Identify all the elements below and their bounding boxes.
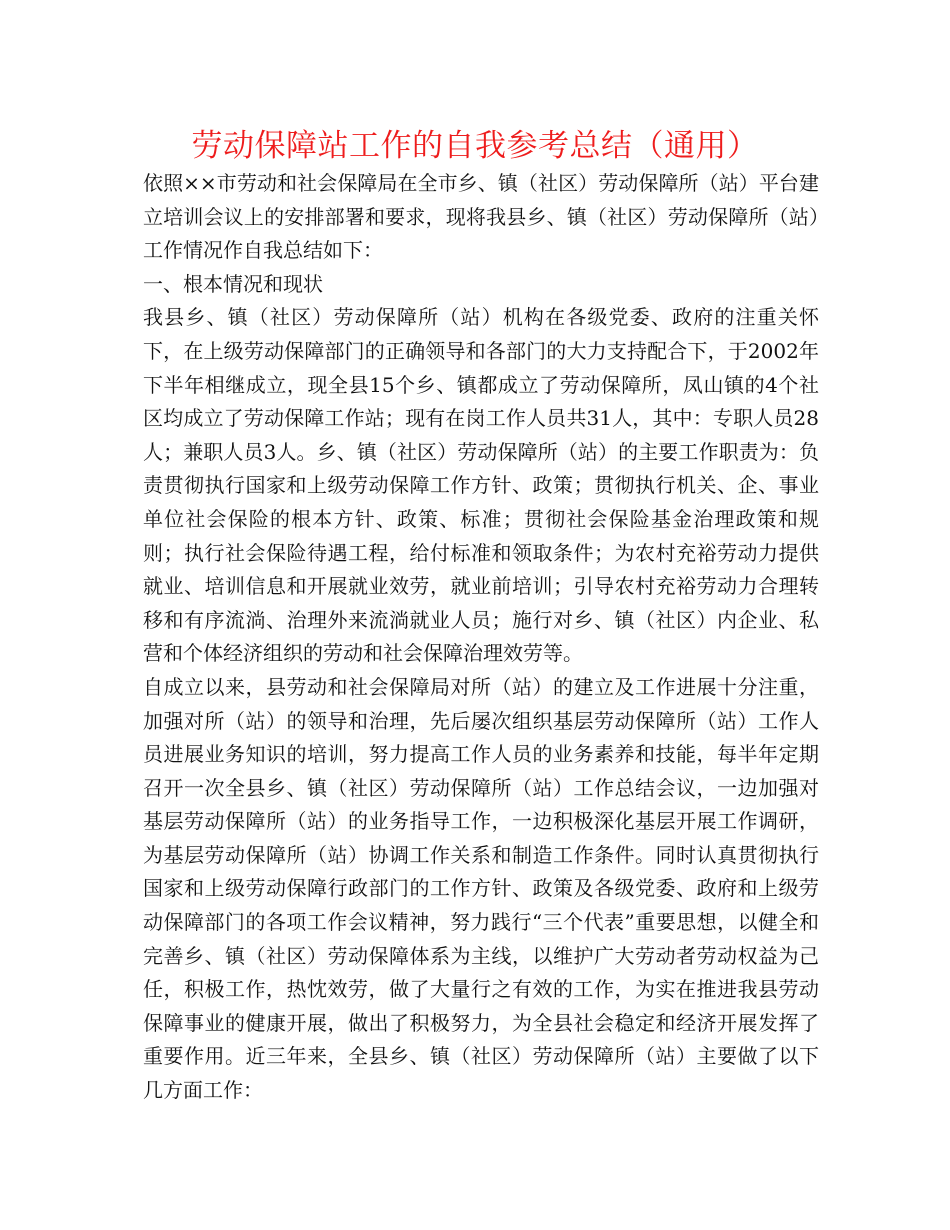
body-paragraph: 自成立以来，县劳动和社会保障局对所（站）的建立及工作进展十分注重，加强对所（站）的领导和治理，先后屡次组织基层劳动保障所（站）工作人员进展业务知识的培训，努力提高工作人员的业务素养和技能，每半年定期召开一次全县乡、镇（社区）劳动保障所（站）工作总结会议，一边加强对基层劳动保障所（站）的业务指导工作，一边积极深化基层开展工作调研，为基层劳动保障所（站）协调工作关系和制造工作条件。同时认真贯彻执行国家和上级劳动保障行政部门的工作方针、政策及各级党委、政府和上级劳动保障部门的各项工作会议精神，努力践行“三个代表”重要思想，以健全和完善乡、镇（社区）劳动保障体系为主线，以维护广大劳动者劳动权益为己任，积极工作，热忱效劳，做了大量行之有效的工作，为实在推进我县劳动保障事业的健康开展，做出了积极努力，为全县社会稳定和经济开展发挥了重要作用。近三年来，全县乡、镇（社区）劳动保障所（站）主要做了以下几方面工作： [143,674,819,1103]
document-body [143,167,819,1108]
intro-paragraph: 依照××市劳动和社会保障局在全市乡、镇（社区）劳动保障所（站）平台建立培训会议上的安排部署和要求，现将我县乡、镇（社区）劳动保障所（站）工作情况作自我总结如下： [143,171,819,263]
body-paragraph: 我县乡、镇（社区）劳动保障所（站）机构在各级党委、政府的注重关怀下，在上级劳动保障部门的正确领导和各部门的大力支持配合下，于2002年下半年相继成立，现全县15个乡、镇都成立了劳动保障所，凤山镇的4个社区均成立了劳动保障工作站；现有在岗工作人员共31人，其中：专职人员28人；兼职人员3人。乡、镇（社区）劳动保障所（站）的主要工作职责为：负责贯彻执行国家和上级劳动保障工作方针、政策；贯彻执行机关、企、事业单位社会保险的根本方针、政策、标准；贯彻社会保险基金治理政策和规则；执行社会保险待遇工程，给付标准和领取条件；为农村充裕劳动力提供就业、培训信息和开展就业效劳，就业前培训；引导农村充裕劳动力合理转移和有序流淌、治理外来流淌就业人员；施行对乡、镇（社区）内企业、私营和个体经济组织的劳动和社会保障治理效劳等。 [143,305,819,666]
document-title: 劳动保障站工作的自我参考总结（通用） [191,128,759,164]
section-heading: 一、根本情况和现状 [143,271,323,296]
